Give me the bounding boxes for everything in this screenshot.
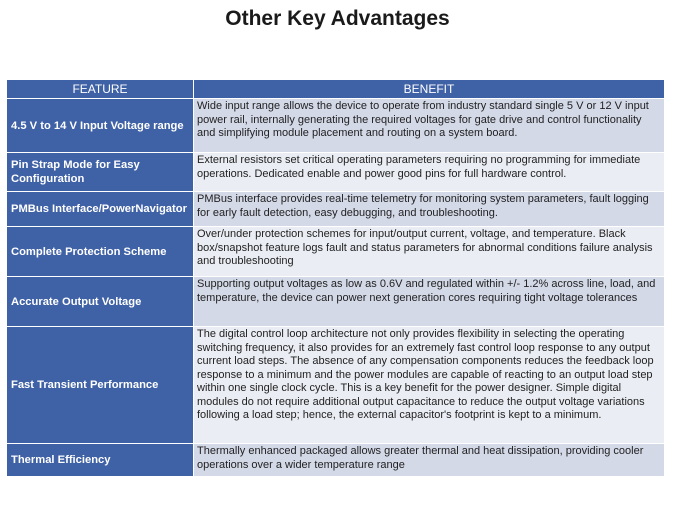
benefit-cell: Thermally enhanced packaged allows greater thermal and heat dissipation, providing cooler operations over a wider temperature range bbox=[194, 444, 665, 477]
table-row bbox=[7, 153, 665, 192]
feature-cell: Fast Transient Performance bbox=[7, 327, 194, 444]
table-row bbox=[7, 192, 665, 227]
feature-cell: Complete Protection Scheme bbox=[7, 227, 194, 277]
table-row bbox=[7, 99, 665, 153]
benefit-cell: Over/under protection schemes for input/output current, voltage, and temperature. Black box/snapshot feature logs fault and status parameters for abnormal conditions failure analysis and troubleshooting bbox=[194, 227, 665, 277]
benefit-cell: External resistors set critical operating parameters requiring no programming for immediate operations. Dedicated enable and power good pins for full hardware control. bbox=[194, 153, 665, 192]
table-row bbox=[7, 227, 665, 277]
feature-cell: Accurate Output Voltage bbox=[7, 277, 194, 327]
table-row bbox=[7, 277, 665, 327]
table-row bbox=[7, 444, 665, 477]
feature-cell: 4.5 V to 14 V Input Voltage range bbox=[7, 99, 194, 153]
advantages-table bbox=[6, 79, 665, 477]
feature-cell: PMBus Interface/PowerNavigator bbox=[7, 192, 194, 227]
table-row bbox=[7, 327, 665, 444]
benefit-cell: The digital control loop architecture not only provides flexibility in selecting the operating switching frequency, it also provides for an extremely fast control loop response to any output current load steps. The absence of any compensation components reduces the feedback loop response to a minimum and the power modules are capable of reacting to an output load step within one single clock cycle. This is a key benefit for the power designer. Simple digital modules do not require additional output capacitance to reduce the output voltage variations following a load step; hence, the external capacitor's footprint is kept to a minimum. bbox=[194, 327, 665, 444]
benefit-cell: Supporting output voltages as low as 0.6V and regulated within +/- 1.2% across line, load, and temperature, the device can power next generation cores requiring tight voltage tolerances bbox=[194, 277, 665, 327]
slide-title: Other Key Advantages bbox=[225, 7, 450, 30]
benefit-column-header: BENEFIT bbox=[194, 80, 665, 99]
feature-column-header: FEATURE bbox=[7, 80, 194, 99]
feature-cell: Pin Strap Mode for Easy Configuration bbox=[7, 153, 194, 192]
benefit-cell: Wide input range allows the device to operate from industry standard single 5 V or 12 V input power rail, internally generating the required voltages for gate drive and control functionality and simplifying module placement and routing on a system board. bbox=[194, 99, 665, 153]
feature-cell: Thermal Efficiency bbox=[7, 444, 194, 477]
table-header-row bbox=[7, 80, 665, 99]
benefit-cell: PMBus interface provides real-time telemetry for monitoring system parameters, fault logging for early fault detection, easy debugging, and troubleshooting. bbox=[194, 192, 665, 227]
